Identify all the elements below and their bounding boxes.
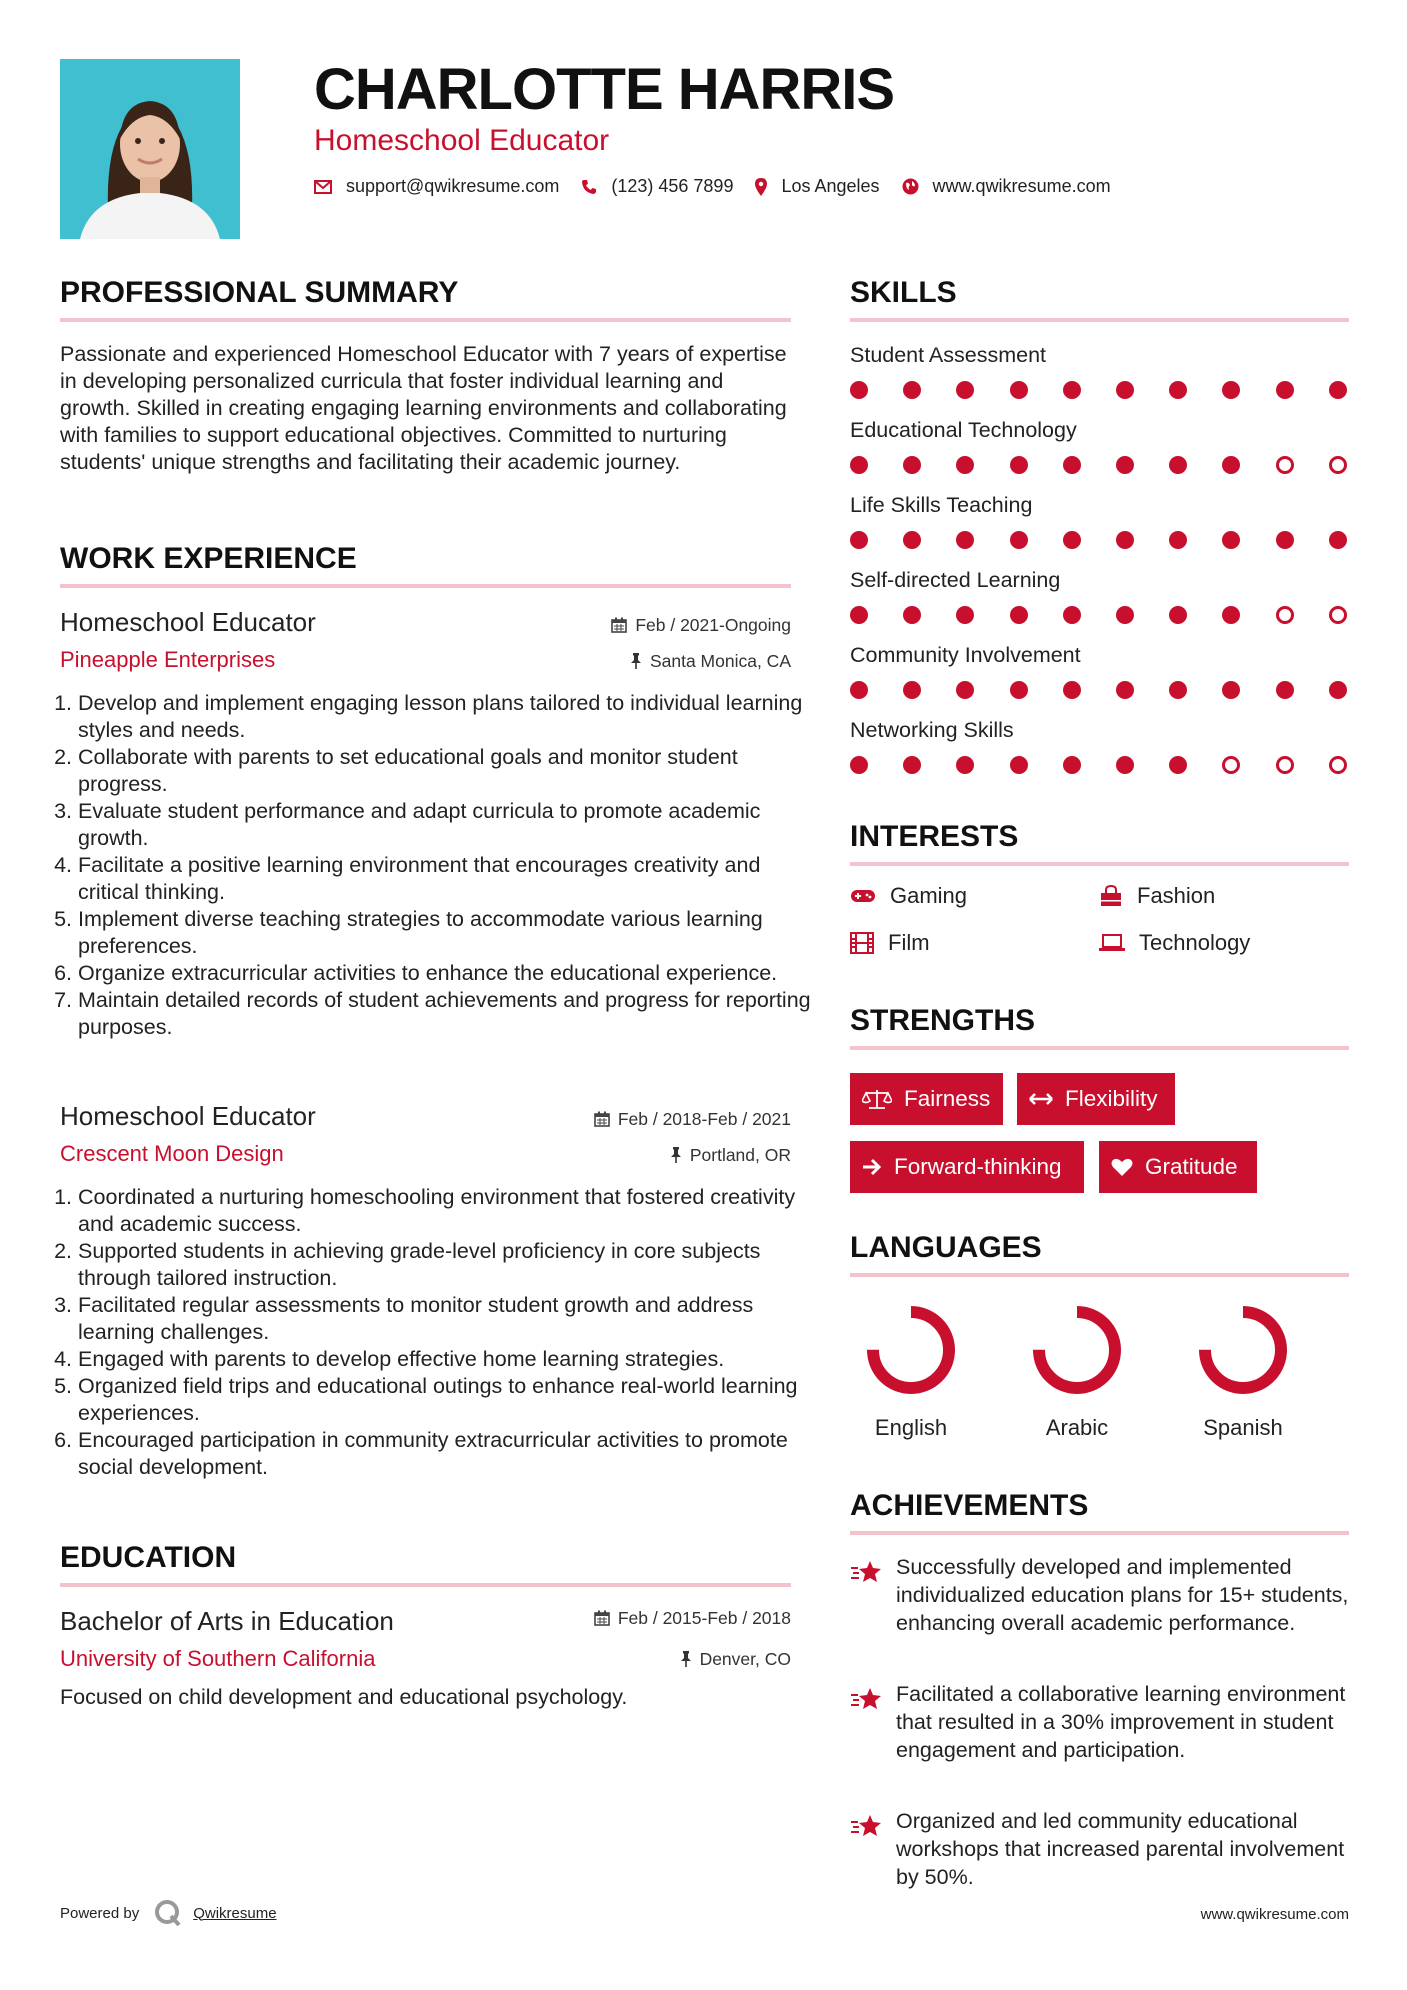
strength-badge — [850, 1073, 1003, 1125]
interests-heading: INTERESTS — [850, 820, 1019, 853]
rating-dot-filled — [1116, 456, 1134, 474]
education-heading: EDUCATION — [60, 1541, 237, 1574]
language-level-arc — [1039, 1312, 1115, 1388]
summary-divider — [60, 318, 791, 322]
rating-dot-filled — [903, 381, 921, 399]
rating-dot-filled — [1276, 531, 1294, 549]
experience-divider — [60, 584, 791, 588]
rating-dot-filled — [1116, 756, 1134, 774]
rating-dot-filled — [1116, 531, 1134, 549]
list-item: 6. Organize extracurricular activities to enhance the educational experience. — [78, 960, 813, 987]
language-name: Arabic — [1045, 1415, 1109, 1440]
skill-rating — [850, 681, 1350, 701]
pushpin-icon — [630, 653, 642, 669]
strength-badge — [1017, 1073, 1175, 1125]
qwikresume-link[interactable]: Qwikresume — [193, 1904, 277, 1922]
job-dates-text: Feb / 2021-Ongoing — [635, 615, 791, 635]
experience-heading: WORK EXPERIENCE — [60, 542, 357, 575]
interest-label: Fashion — [1137, 883, 1216, 908]
rating-dot-filled — [1063, 756, 1081, 774]
job-dates — [594, 1108, 791, 1130]
rating-dot-empty — [1276, 456, 1294, 474]
rating-dot-filled — [1329, 531, 1347, 549]
rating-dot-empty — [1329, 606, 1347, 624]
rating-dot-filled — [850, 681, 868, 699]
laptop-icon — [1099, 934, 1125, 952]
rating-dot-filled — [1063, 456, 1081, 474]
job-dates — [611, 614, 791, 636]
location-text: Los Angeles — [781, 176, 880, 196]
candidate-title: Homeschool Educator — [314, 124, 610, 157]
list-item: 4. Facilitate a positive learning environment that encourages creativity and critical thinking. — [78, 852, 813, 906]
interests-divider — [850, 862, 1349, 866]
achievement-item — [850, 1553, 1350, 1637]
map-pin-icon — [755, 178, 767, 196]
skills-heading: SKILLS — [850, 276, 957, 309]
languages-divider — [850, 1273, 1349, 1277]
arrow-right-icon — [862, 1158, 882, 1176]
achievement-item — [850, 1680, 1350, 1764]
footer-powered-by — [60, 1898, 277, 1928]
strengths-divider — [850, 1046, 1349, 1050]
calendar-icon — [594, 1610, 610, 1626]
contact-location — [755, 176, 879, 197]
skill-name: Life Skills Teaching — [850, 493, 1033, 517]
contact-phone[interactable] — [581, 176, 733, 197]
contact-website[interactable] — [902, 176, 1111, 197]
rating-dot-filled — [1010, 456, 1028, 474]
education-dates-text: Feb / 2015-Feb / 2018 — [617, 1608, 791, 1628]
shooting-star-icon — [850, 1813, 884, 1839]
skills-divider — [850, 318, 1349, 322]
shopping-bag-icon — [1099, 885, 1123, 907]
rating-dot-filled — [1010, 531, 1028, 549]
email-text: support@qwikresume.com — [346, 176, 560, 196]
list-item: 5. Implement diverse teaching strategies to accommodate various learning preferences. — [78, 906, 813, 960]
rating-dot-filled — [1169, 606, 1187, 624]
interest-item — [850, 930, 930, 956]
company-name: Crescent Moon Design — [60, 1141, 284, 1166]
skill-name: Networking Skills — [850, 718, 1014, 742]
list-item: 7. Maintain detailed records of student achievements and progress for reporting purposes. — [78, 987, 813, 1041]
candidate-name: CHARLOTTE HARRIS — [314, 57, 895, 122]
phone-icon — [581, 179, 597, 195]
education-description: Focused on child development and educational psychology. — [60, 1685, 628, 1709]
rating-dot-filled — [903, 456, 921, 474]
interest-item — [850, 883, 967, 909]
rating-dot-filled — [956, 531, 974, 549]
education-location — [680, 1648, 791, 1670]
language-item — [846, 1300, 976, 1441]
skill-rating — [850, 381, 1350, 401]
rating-dot-filled — [1063, 381, 1081, 399]
rating-dot-filled — [850, 606, 868, 624]
interest-item — [1099, 930, 1250, 956]
gamepad-icon — [850, 888, 876, 904]
website-text: www.qwikresume.com — [932, 176, 1111, 196]
skill-name: Student Assessment — [850, 343, 1046, 367]
language-level-arc — [1205, 1312, 1281, 1388]
rating-dot-filled — [1063, 681, 1081, 699]
skill-name: Educational Technology — [850, 418, 1077, 442]
rating-dot-filled — [850, 456, 868, 474]
school-name: University of Southern California — [60, 1646, 376, 1671]
heart-icon — [1111, 1157, 1133, 1177]
strength-label: Flexibility — [1065, 1086, 1158, 1111]
list-item: 3. Facilitated regular assessments to monitor student growth and address learning challenges. — [78, 1292, 813, 1346]
rating-dot-filled — [903, 606, 921, 624]
rating-dot-empty — [1329, 756, 1347, 774]
education-divider — [60, 1583, 791, 1587]
rating-dot-filled — [850, 531, 868, 549]
rating-dot-filled — [1169, 531, 1187, 549]
achievements-divider — [850, 1531, 1349, 1535]
pushpin-icon — [680, 1651, 692, 1667]
achievements-heading: ACHIEVEMENTS — [850, 1489, 1089, 1522]
rating-dot-filled — [1222, 681, 1240, 699]
degree-title: Bachelor of Arts in Education — [60, 1606, 394, 1636]
list-item: 5. Organized field trips and educational outings to enhance real-world learning experiences. — [78, 1373, 813, 1427]
list-item: 1. Develop and implement engaging lesson plans tailored to individual learning styles and needs. — [78, 690, 813, 744]
job-location-text: Santa Monica, CA — [649, 651, 791, 671]
rating-dot-filled — [903, 681, 921, 699]
rating-dot-filled — [903, 756, 921, 774]
language-item — [1012, 1300, 1142, 1441]
rating-dot-filled — [1010, 756, 1028, 774]
skill-name: Self-directed Learning — [850, 568, 1061, 592]
rating-dot-empty — [1222, 756, 1240, 774]
contact-email[interactable] — [314, 176, 559, 197]
rating-dot-filled — [1222, 381, 1240, 399]
interest-item — [1099, 883, 1215, 909]
rating-dot-filled — [956, 381, 974, 399]
achievement-text: Facilitated a collaborative learning environment that resulted in a 30% improvement in student engagement and participation. — [896, 1682, 1346, 1762]
language-progress-ring — [861, 1300, 961, 1400]
job-title: Homeschool Educator — [60, 1101, 316, 1131]
interest-label: Gaming — [890, 883, 968, 908]
rating-dot-filled — [1222, 456, 1240, 474]
education-location-text: Denver, CO — [699, 1649, 791, 1669]
pushpin-icon — [670, 1147, 682, 1163]
rating-dot-filled — [1169, 381, 1187, 399]
job-title: Homeschool Educator — [60, 607, 316, 637]
job-location — [630, 650, 791, 672]
skill-rating — [850, 756, 1350, 776]
rating-dot-empty — [1276, 606, 1294, 624]
strength-label: Gratitude — [1145, 1154, 1238, 1179]
rating-dot-filled — [1329, 681, 1347, 699]
rating-dot-filled — [1329, 381, 1347, 399]
skill-rating — [850, 531, 1350, 551]
rating-dot-filled — [1169, 456, 1187, 474]
rating-dot-filled — [1010, 681, 1028, 699]
calendar-icon — [594, 1111, 610, 1127]
rating-dot-filled — [956, 456, 974, 474]
summary-text: Passionate and experienced Homeschool Educator with 7 years of expertise in developing personalized curricula that foster individual learning and growth. Skilled in creating engaging learning environments and collaborating with families to support educational objectives. Committed to nurturing students' unique strengths and facilitating their academic journey. — [60, 342, 787, 474]
list-item: 6. Encouraged participation in community extracurricular activities to promote social development. — [78, 1427, 813, 1481]
education-dates — [594, 1607, 791, 1629]
language-name: English — [874, 1415, 948, 1440]
list-item: 2. Supported students in achieving grade-level proficiency in core subjects through tailored instruction. — [78, 1238, 813, 1292]
rating-dot-filled — [1222, 531, 1240, 549]
rating-dot-filled — [1169, 681, 1187, 699]
job-location — [670, 1144, 791, 1166]
rating-dot-filled — [956, 606, 974, 624]
job-duties-list — [60, 690, 813, 1041]
rating-dot-filled — [850, 381, 868, 399]
interest-label: Film — [888, 930, 930, 955]
rating-dot-filled — [1010, 606, 1028, 624]
achievement-item — [850, 1807, 1350, 1891]
rating-dot-filled — [956, 681, 974, 699]
language-level-arc — [873, 1312, 949, 1388]
powered-by-text: Powered by — [60, 1904, 140, 1922]
skill-name: Community Involvement — [850, 643, 1081, 667]
arrows-horizontal-icon — [1029, 1092, 1053, 1106]
strength-label: Fairness — [904, 1086, 991, 1111]
language-item — [1178, 1300, 1308, 1441]
footer-website[interactable]: www.qwikresume.com — [1200, 1906, 1349, 1923]
job-duties-list — [60, 1184, 813, 1481]
rating-dot-filled — [1010, 381, 1028, 399]
skill-rating — [850, 606, 1350, 626]
rating-dot-filled — [1116, 381, 1134, 399]
interest-label: Technology — [1139, 930, 1251, 955]
envelope-icon — [314, 180, 332, 194]
list-item: 2. Collaborate with parents to set educational goals and monitor student progress. — [78, 744, 813, 798]
calendar-icon — [611, 617, 627, 633]
rating-dot-empty — [1329, 456, 1347, 474]
strengths-heading: STRENGTHS — [850, 1004, 1036, 1037]
strength-badge — [850, 1141, 1084, 1193]
qwikresume-logo-icon — [153, 1898, 183, 1928]
globe-icon — [902, 178, 919, 195]
rating-dot-empty — [1276, 756, 1294, 774]
achievement-text: Successfully developed and implemented individualized education plans for 15+ students, enhancing overall academic performance. — [896, 1555, 1349, 1635]
language-progress-ring — [1193, 1300, 1293, 1400]
job-location-text: Portland, OR — [689, 1145, 791, 1165]
summary-heading: PROFESSIONAL SUMMARY — [60, 276, 459, 309]
language-name: Spanish — [1203, 1415, 1283, 1440]
rating-dot-filled — [1063, 531, 1081, 549]
language-progress-ring — [1027, 1300, 1127, 1400]
rating-dot-filled — [850, 756, 868, 774]
phone-text: (123) 456 7899 — [611, 176, 734, 196]
rating-dot-filled — [1222, 606, 1240, 624]
shooting-star-icon — [850, 1686, 884, 1712]
contact-bar — [314, 176, 1133, 197]
strength-label: Forward-thinking — [894, 1154, 1062, 1179]
profile-photo — [60, 59, 240, 239]
film-icon — [850, 932, 874, 954]
list-item: 3. Evaluate student performance and adapt curricula to promote academic growth. — [78, 798, 813, 852]
avatar-illustration — [60, 59, 240, 239]
skill-rating — [850, 456, 1350, 476]
rating-dot-filled — [1169, 756, 1187, 774]
rating-dot-filled — [1116, 606, 1134, 624]
balance-scale-icon — [862, 1088, 892, 1110]
list-item: 1. Coordinated a nurturing homeschooling environment that fostered creativity and academic success. — [78, 1184, 813, 1238]
rating-dot-filled — [1276, 381, 1294, 399]
languages-heading: LANGUAGES — [850, 1231, 1042, 1264]
list-item: 4. Engaged with parents to develop effective home learning strategies. — [78, 1346, 813, 1373]
rating-dot-filled — [1276, 681, 1294, 699]
strength-badge — [1099, 1141, 1257, 1193]
achievement-text: Organized and led community educational workshops that increased parental involvement by 50%. — [896, 1809, 1345, 1889]
rating-dot-filled — [903, 531, 921, 549]
shooting-star-icon — [850, 1559, 884, 1585]
job-dates-text: Feb / 2018-Feb / 2021 — [617, 1109, 791, 1129]
rating-dot-filled — [956, 756, 974, 774]
rating-dot-filled — [1063, 606, 1081, 624]
rating-dot-filled — [1116, 681, 1134, 699]
company-name: Pineapple Enterprises — [60, 647, 276, 672]
